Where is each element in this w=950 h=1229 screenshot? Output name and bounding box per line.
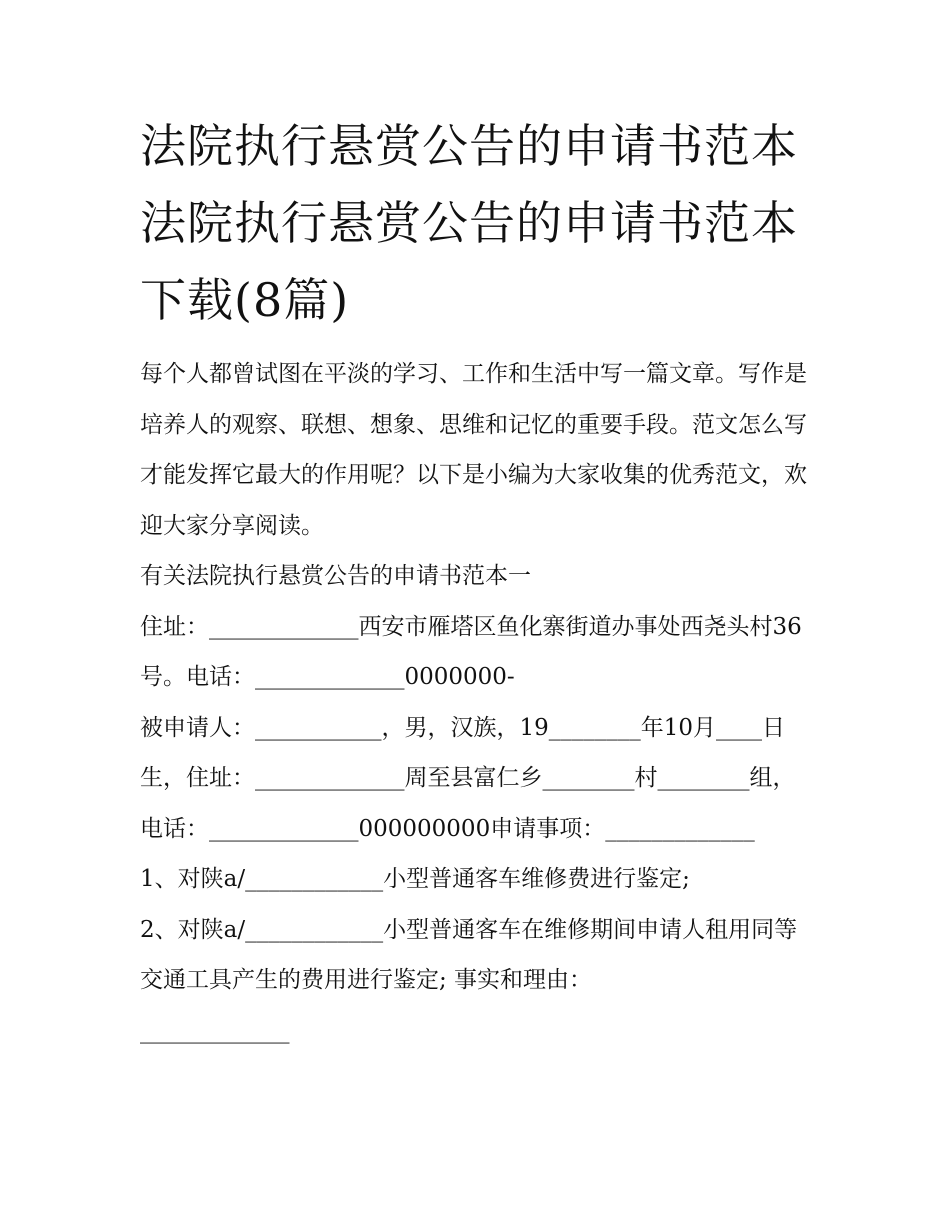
request-item-1: 1、对陕a/____________小型普通客车维修费进行鉴定; [140, 866, 690, 892]
document-title: 法院执行悬赏公告的申请书范本 法院执行悬赏公告的申请书范本下载(8篇) [140, 119, 798, 327]
section-heading: 有关法院执行悬赏公告的申请书范本一 [140, 563, 531, 589]
blank-line: _____________ [140, 1017, 290, 1044]
document-content [140, 108, 820, 1056]
document-body [140, 349, 820, 1056]
respondent-paragraph: 被申请人：___________，男，汉族，19________年10月____日生，住址：_____________周至县富仁乡________村________组， [140, 714, 796, 791]
phone-request-paragraph: 电话：_____________000000000申请事项：_____________ [140, 815, 755, 842]
intro-paragraph: 每个人都曾试图在平淡的学习、工作和生活中写一篇文章。写作是培养人的观察、联想、想象、思维和记忆的重要手段。范文怎么写才能发挥它最大的作用呢？以下是小编为大家收集的优秀范文，欢迎大家分享阅读。 [140, 361, 807, 539]
address-paragraph: 住址：_____________西安市雁塔区鱼化寨街道办事处西尧头村36号。电话：_____________0000000- [140, 613, 802, 690]
request-item-2: 2、对陕a/____________小型普通客车在维修期间申请人租用同等交通工具产生的费用进行鉴定; 事实和理由： [140, 916, 798, 993]
